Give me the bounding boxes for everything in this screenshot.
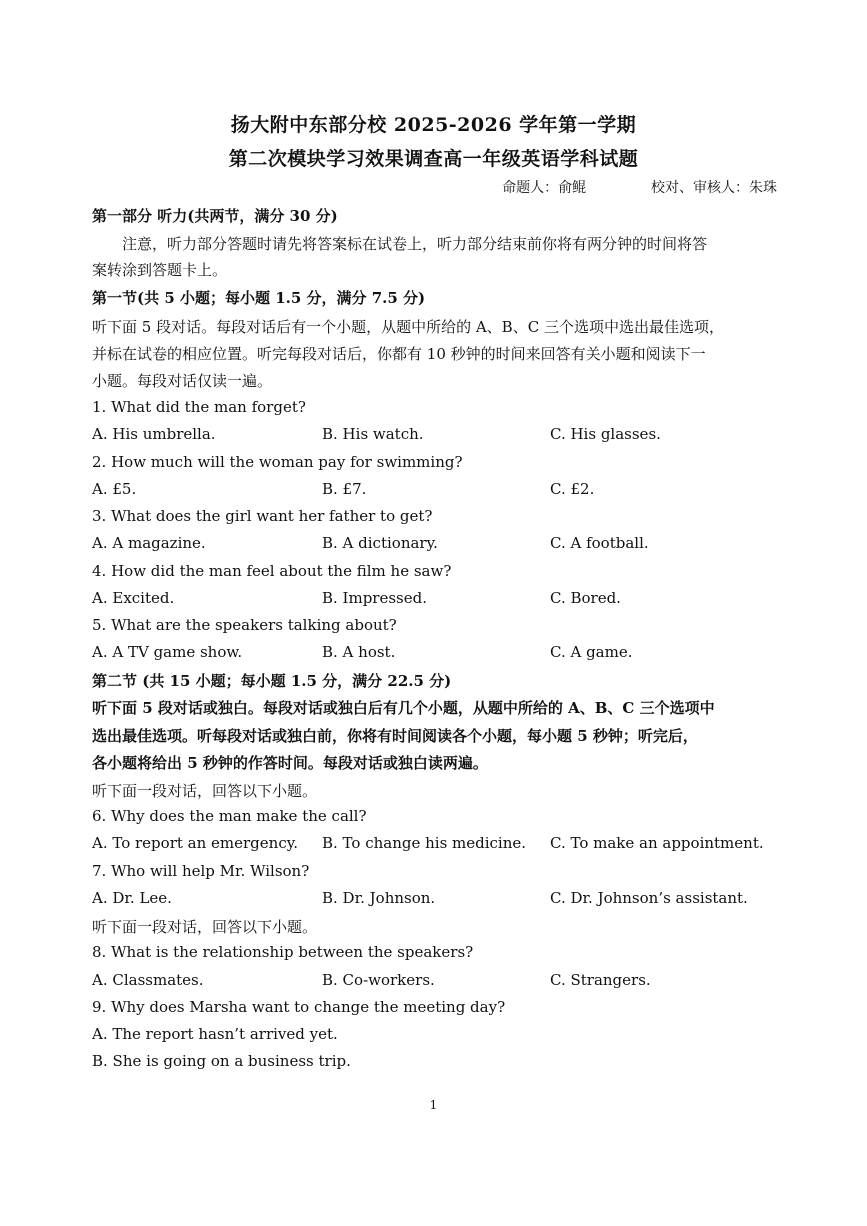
q2-option-a: A. £5. <box>92 480 137 498</box>
section1-heading: 第一节(共 5 小题；每小题 1.5 分，满分 7.5 分) <box>92 289 426 307</box>
section1-instr-line1: 听下面 5 段对话。每段对话后有一个小题，从题中所给的 A、B、C 三个选项中选出最佳选项， <box>92 318 724 336</box>
q4-option-b: B. Impressed. <box>322 589 427 607</box>
section1-instr-line3: 小题。每段对话仅读一遍。 <box>92 372 273 390</box>
q5-option-c: C. A game. <box>550 643 633 661</box>
question-1: 1. What did the man forget? <box>92 398 306 416</box>
q5-option-a: A. A TV game show. <box>92 643 243 661</box>
question-7: 7. Who will help Mr. Wilson? <box>92 862 310 880</box>
question-2: 2. How much will the woman pay for swimming? <box>92 453 463 471</box>
section2-heading: 第二节 (共 15 小题；每小题 1.5 分，满分 22.5 分) <box>92 672 452 690</box>
page-number: 1 <box>429 1098 438 1112</box>
q8-option-c: C. Strangers. <box>550 971 651 989</box>
question-8: 8. What is the relationship between the speakers? <box>92 943 474 961</box>
section2-instr-line3: 各小题将给出 5 秒钟的作答时间。每段对话或独白读两遍。 <box>92 754 488 772</box>
q7-option-a: A. Dr. Lee. <box>92 889 172 907</box>
listen-prompt-1: 听下面一段对话，回答以下小题。 <box>92 782 318 800</box>
author-info <box>502 177 777 197</box>
section2-instr-line2: 选出最佳选项。听每段对话或独白前，你将有时间阅读各个小题，每小题 5 秒钟；听完后， <box>92 727 698 745</box>
q2-option-b: B. £7. <box>322 480 367 498</box>
section1-instr-line2: 并标在试卷的相应位置。听完每段对话后，你都有 10 秒钟的时间来回答有关小题和阅读下一 <box>92 345 706 363</box>
q3-option-b: B. A dictionary. <box>322 534 438 552</box>
part1-heading: 第一部分 听力(共两节，满分 30 分) <box>92 207 338 225</box>
question-4: 4. How did the man feel about the film he saw? <box>92 562 452 580</box>
q1-option-c: C. His glasses. <box>550 425 661 443</box>
q8-option-b: B. Co-workers. <box>322 971 435 989</box>
section2-instr-line1: 听下面 5 段对话或独白。每段对话或独白后有几个小题，从题中所给的 A、B、C 三个选项中 <box>92 699 715 717</box>
q6-option-b: B. To change his medicine. <box>322 834 527 852</box>
q1-option-a: A. His umbrella. <box>92 425 216 443</box>
question-6: 6. Why does the man make the call? <box>92 807 367 825</box>
q9-option-b: B. She is going on a business trip. <box>92 1052 351 1070</box>
q3-option-c: C. A football. <box>550 534 649 552</box>
q4-option-c: C. Bored. <box>550 589 621 607</box>
exam-title-line2: 第二次模块学习效果调查高一年级英语学科试题 <box>228 148 639 170</box>
q6-option-c: C. To make an appointment. <box>550 834 764 852</box>
q7-option-b: B. Dr. Johnson. <box>322 889 436 907</box>
q4-option-a: A. Excited. <box>92 589 175 607</box>
listen-prompt-2: 听下面一段对话，回答以下小题。 <box>92 918 318 936</box>
author: 命题人：俞鲲 <box>502 180 587 196</box>
q2-option-c: C. £2. <box>550 480 595 498</box>
question-9: 9. Why does Marsha want to change the meeting day? <box>92 998 506 1016</box>
q7-option-c: C. Dr. Johnson’s assistant. <box>550 889 748 907</box>
question-3: 3. What does the girl want her father to get? <box>92 507 433 525</box>
note-line2: 案转涂到答题卡上。 <box>92 261 228 279</box>
q9-option-a: A. The report hasn’t arrived yet. <box>92 1025 338 1043</box>
exam-title-line1: 扬大附中东部分校 2025-2026 学年第一学期 <box>230 114 637 136</box>
q3-option-a: A. A magazine. <box>92 534 206 552</box>
q1-option-b: B. His watch. <box>322 425 424 443</box>
q6-option-a: A. To report an emergency. <box>92 834 298 852</box>
reviewer: 校对、审核人：朱珠 <box>651 180 777 196</box>
q5-option-b: B. A host. <box>322 643 396 661</box>
question-5: 5. What are the speakers talking about? <box>92 616 397 634</box>
note-line1: 注意，听力部分答题时请先将答案标在试卷上，听力部分结束前你将有两分钟的时间将答 <box>122 235 708 253</box>
q8-option-a: A. Classmates. <box>92 971 204 989</box>
